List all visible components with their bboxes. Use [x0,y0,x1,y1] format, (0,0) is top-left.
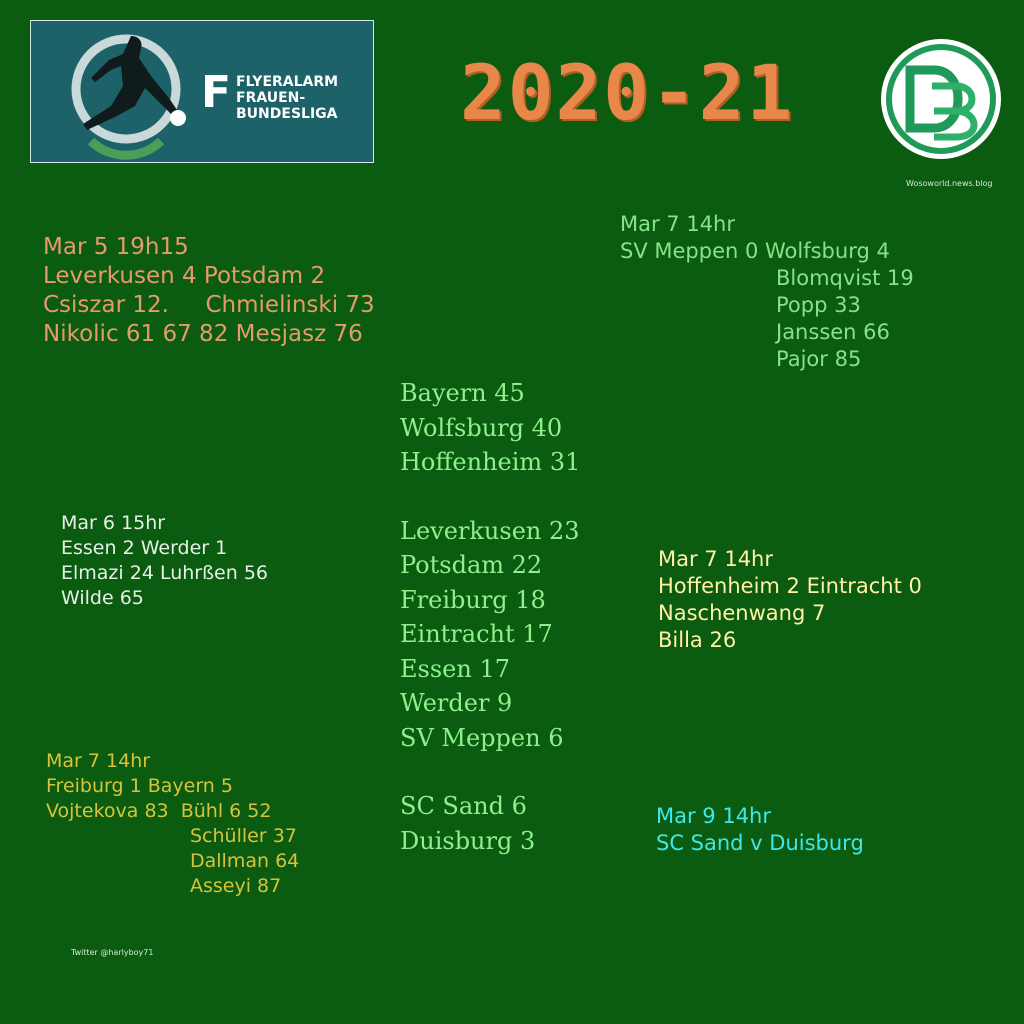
standing-row: Hoffenheim 31 [400,448,581,476]
match-scorers: Nikolic 61 67 82 Mesjasz 76 [43,321,363,347]
f-mark-icon: F [201,67,232,118]
match-score: Essen 2 Werder 1 [61,537,228,559]
standing-row: Potsdam 22 [400,551,543,579]
match-date: Mar 5 19h15 [43,234,189,260]
league-standings [400,376,580,858]
match-scorer: Blomqvist 19 [776,266,914,290]
match-leverkusen-potsdam [43,233,375,349]
twitter-credit: Twitter @harlyboy71 [71,948,154,957]
match-sand-duisburg [656,803,864,857]
standing-row: SV Meppen 6 [400,723,564,752]
season-title: 2020-21 [460,48,795,137]
match-meppen-wolfsburg [620,211,914,373]
match-date: Mar 7 14hr [658,547,773,571]
standing-row: Werder 9 [400,689,513,717]
match-fixture: SC Sand v Duisburg [656,831,864,855]
standing-row: Bayern 45 [400,379,525,407]
standing-row: SC Sand 6 [400,792,527,820]
match-scorer: Naschenwang 7 [658,601,826,625]
match-scorers: Elmazi 24 Luhrßen 56 [61,562,269,584]
match-scorer: Pajor 85 [776,347,862,371]
match-hoffenheim-eintracht [658,546,922,654]
match-date: Mar 9 14hr [656,804,771,828]
match-date: Mar 7 14hr [620,212,735,236]
standing-row: Wolfsburg 40 [400,413,563,442]
logo-line: FLYERALARM [236,74,339,90]
match-essen-werder [61,511,268,611]
match-scorer: Asseyi 87 [190,875,282,897]
match-scorer: Schüller 37 [190,825,297,847]
match-scorer: Popp 33 [776,293,861,317]
match-score: Hoffenheim 2 Eintracht 0 [658,574,922,598]
standing-row: Eintracht 17 [400,620,553,648]
logo-line: BUNDESLIGA [236,106,338,122]
match-scorers: Vojtekova 83 Bühl 6 52 [46,800,272,822]
match-score: Leverkusen 4 Potsdam 2 [43,263,326,289]
standing-row: Leverkusen 23 [400,516,580,545]
match-freiburg-bayern [46,749,299,899]
match-scorer: Janssen 66 [776,320,890,344]
match-scorers: Csiszar 12. Chmielinski 73 [43,292,375,318]
match-date: Mar 6 15hr [61,512,166,534]
match-scorers: Wilde 65 [61,587,144,609]
blog-credit: Wosoworld.news.blog [906,179,993,188]
dfb-badge-icon [880,38,1002,160]
match-score: SV Meppen 0 Wolfsburg 4 [620,239,890,263]
standing-row: Duisburg 3 [400,826,536,855]
standing-row: Essen 17 [400,654,510,683]
logo-line: FRAUEN- [236,90,306,106]
standing-row: Freiburg 18 [400,585,546,614]
match-date: Mar 7 14hr [46,750,151,772]
match-scorer: Dallman 64 [190,850,300,872]
match-scorer: Billa 26 [658,628,737,652]
match-score: Freiburg 1 Bayern 5 [46,775,233,797]
league-logo [30,20,374,163]
